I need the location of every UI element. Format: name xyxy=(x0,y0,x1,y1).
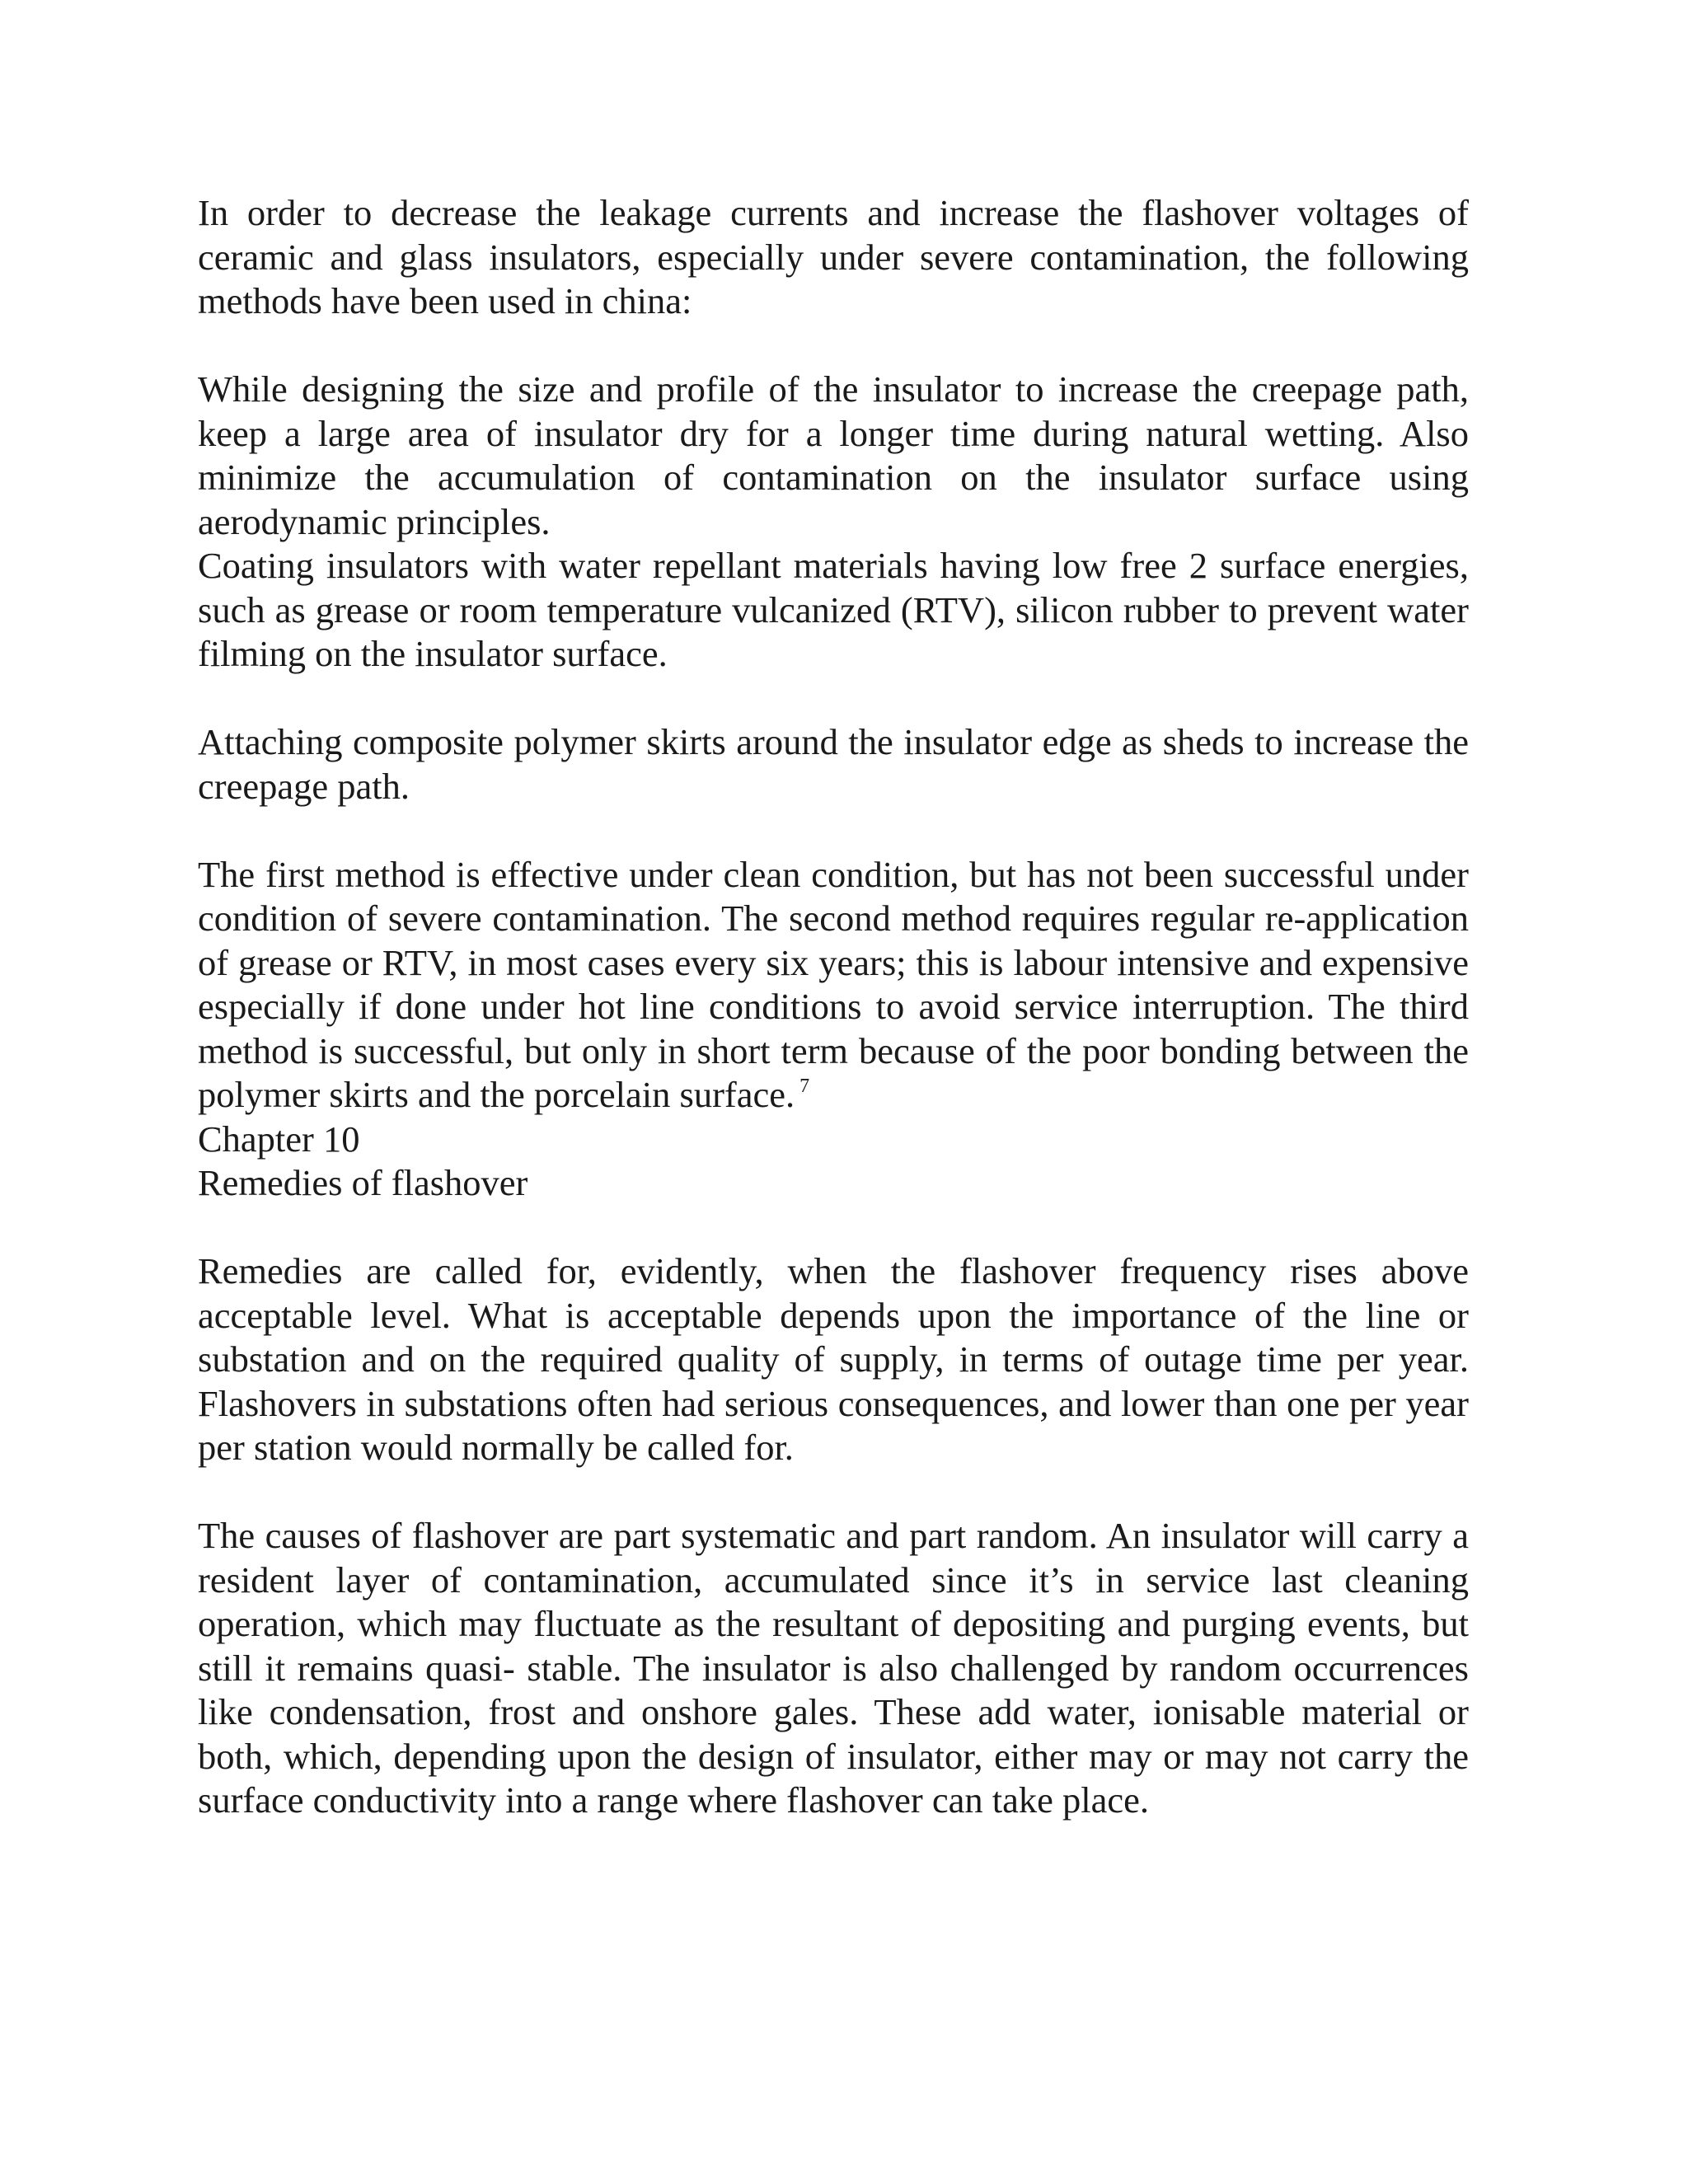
section-title: Remedies of flashover xyxy=(198,1162,528,1203)
document-page xyxy=(198,191,1469,1823)
footnote-marker: 7 xyxy=(799,1076,810,1097)
methods-evaluation-paragraph xyxy=(198,853,1469,1118)
methods-evaluation-text: The first method is effective under clean condition, but has not been successful under condition of severe contamination. The second method requires regular re-application of grease or RTV, in most cases every six years; this is labour intensive and expensive especially if done under hot line conditions to avoid service interruption. The third method is successful, but only in short term because of the poor bonding between the polymer skirts and the porcelain surface. xyxy=(198,853,1469,1115)
method-one-paragraph: While designing the size and profile of the insulator to increase the creepage path, keep a large area of insulator dry for a longer time during natural wetting. Also minimize the accumulation of contamination on the insulator surface using aerodynamic principles. xyxy=(198,368,1469,542)
method-three-paragraph: Attaching composite polymer skirts around the insulator edge as sheds to increase the creepage path. xyxy=(198,721,1469,807)
causes-paragraph: The causes of flashover are part systematic and part random. An insulator will carry a resident layer of contamination, accumulated since it’s in service last cleaning operation, which may fluctuate as the resultant of depositing and purging events, but still it remains quasi- stable. The insulator is also challenged by random occurrences like condensation, frost and onshore gales. These add water, ionisable material or both, which, depending upon the design of insulator, either may or may not carry the surface conductivity into a range where flashover can take place. xyxy=(198,1515,1469,1821)
intro-paragraph: In order to decrease the leakage currents and increase the flashover voltages of ceramic and glass insulators, especially under severe contamination, the following methods have been used in china: xyxy=(198,192,1469,321)
chapter-heading: Chapter 10 xyxy=(198,1118,360,1160)
method-two-paragraph: Coating insulators with water repellant materials having low free 2 surface energies, such as grease or room temperature vulcanized (RTV), silicon rubber to prevent water filming on the insulator surface. xyxy=(198,545,1469,674)
remedies-paragraph: Remedies are called for, evidently, when the flashover frequency rises above acceptable level. What is acceptable depends upon the importance of the line or substation and on the required quality of supply, in terms of outage time per year. Flashovers in substations often had serious consequences, and lower than one per year per station would normally be called for. xyxy=(198,1250,1469,1468)
